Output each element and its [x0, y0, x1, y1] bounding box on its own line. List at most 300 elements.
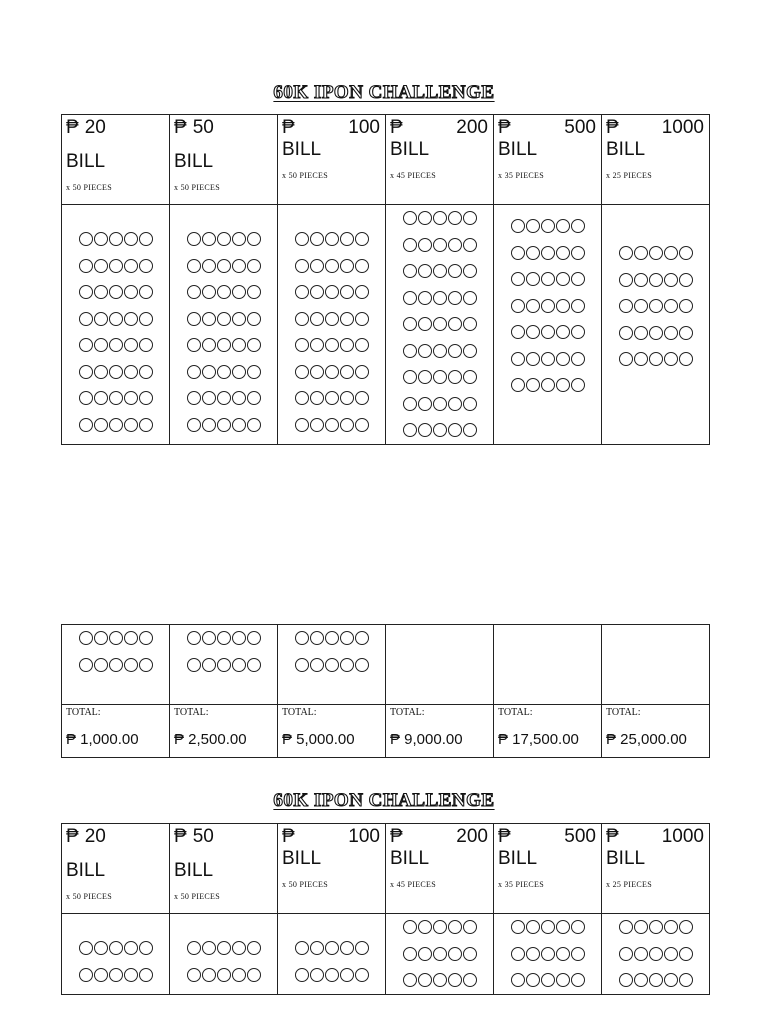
circle-row [403, 417, 477, 444]
tracker-circle [232, 232, 246, 246]
tracker-circle [355, 232, 369, 246]
circle-grid [278, 205, 385, 438]
tracker-circle [139, 418, 153, 432]
tracker-circle [202, 391, 216, 405]
tracker-circle [463, 317, 477, 331]
tracker-circle [418, 397, 432, 411]
tracker-circle [109, 312, 123, 326]
tracker-circle [463, 211, 477, 225]
circle-row [79, 385, 153, 412]
tracker-circle [619, 246, 633, 260]
tracker-circle [79, 391, 93, 405]
tracker-circle [247, 941, 261, 955]
tracker-circle [310, 631, 324, 645]
circle-row [295, 226, 369, 253]
tracker-circle [355, 391, 369, 405]
tracker-circle [310, 285, 324, 299]
tracker-circle [433, 344, 447, 358]
tracker-circle [463, 423, 477, 437]
tracker-circle [247, 631, 261, 645]
tracker-circle [355, 365, 369, 379]
tracker-circle [664, 326, 678, 340]
tracker-circle [340, 232, 354, 246]
tracker-circle [187, 338, 201, 352]
tracker-circle [403, 947, 417, 961]
tracker-circle [433, 238, 447, 252]
tracker-circle [679, 947, 693, 961]
tracker-circle [217, 631, 231, 645]
tracker-circle [541, 352, 555, 366]
tracker-circle [463, 920, 477, 934]
tracker-circle [556, 246, 570, 260]
tracker-circle [541, 219, 555, 233]
header-500: ₱ 500 BILL x 35 PIECES [498, 117, 596, 180]
tracker-circle [295, 968, 309, 982]
tracker-circle [79, 418, 93, 432]
circle-row [79, 226, 153, 253]
tracker-circle [109, 365, 123, 379]
tracker-circle [556, 299, 570, 313]
tracker-circle [109, 259, 123, 273]
tracker-circle [571, 219, 585, 233]
tracker-circle [217, 941, 231, 955]
tracker-circle [355, 631, 369, 645]
tracker-circle [649, 973, 663, 987]
tracker-circle [340, 259, 354, 273]
tracker-circle [124, 285, 138, 299]
circle-row [403, 967, 477, 994]
tracker-circle [217, 418, 231, 432]
circle-row [187, 935, 261, 962]
tracker-circle [79, 232, 93, 246]
tracker-circle [433, 397, 447, 411]
tracker-circle [526, 973, 540, 987]
tracker-circle [634, 273, 648, 287]
tracker-circle [325, 968, 339, 982]
circle-row [511, 319, 585, 346]
tracker-circle [295, 631, 309, 645]
tracker-circle [325, 285, 339, 299]
tracker-circle [418, 344, 432, 358]
tracker-circle [433, 317, 447, 331]
tracker-circle [94, 418, 108, 432]
circle-grid [602, 205, 709, 373]
tracker-circle [664, 246, 678, 260]
tracker-circle [556, 378, 570, 392]
tracker-circle [340, 285, 354, 299]
circle-grid [62, 205, 169, 438]
total-cell-50: TOTAL: ₱ 2,500.00 [170, 705, 278, 758]
tracker-circle [139, 285, 153, 299]
tracker-circle [526, 947, 540, 961]
tracker-circle [232, 631, 246, 645]
tracker-circle [325, 338, 339, 352]
tracker-circle [619, 299, 633, 313]
tracker-circle [124, 631, 138, 645]
tracker-circle [556, 272, 570, 286]
tracker-circle [511, 246, 525, 260]
tracker-circle [541, 246, 555, 260]
tracker-circle [418, 317, 432, 331]
tracker-circle [217, 285, 231, 299]
tracker-circle [634, 947, 648, 961]
tracker-circle [247, 338, 261, 352]
tracker-circle [433, 211, 447, 225]
tracker-circle [649, 352, 663, 366]
tracker-circle [526, 352, 540, 366]
tracker-circle [139, 338, 153, 352]
tracker-circle [619, 273, 633, 287]
tracker-circle [634, 920, 648, 934]
page-title-2: 60K IPON CHALLENGE [273, 790, 495, 811]
tracker-circle [187, 968, 201, 982]
tracker-circle [526, 246, 540, 260]
tracker-circle [541, 947, 555, 961]
circle-row [403, 941, 477, 968]
tracker-circle [187, 312, 201, 326]
circle-row [403, 914, 477, 941]
header-100: ₱ 100 BILL x 50 PIECES [282, 826, 380, 889]
tracker-circle [295, 338, 309, 352]
tracker-circle [355, 312, 369, 326]
circle-row [403, 391, 477, 418]
circle-row [79, 625, 153, 652]
tracker-circle [526, 920, 540, 934]
circle-row [403, 338, 477, 365]
tracker-circle [340, 968, 354, 982]
tracker-circle [619, 920, 633, 934]
total-cell-1000: TOTAL: ₱ 25,000.00 [602, 705, 710, 758]
tracker-circle [94, 658, 108, 672]
tracker-circle [217, 259, 231, 273]
tracker-circle [556, 947, 570, 961]
circle-row [79, 412, 153, 439]
tracker-circle [79, 285, 93, 299]
tracker-circle [418, 920, 432, 934]
tracker-circle [124, 232, 138, 246]
tracker-circle [310, 658, 324, 672]
circle-grid [170, 205, 277, 438]
tracker-circle [325, 365, 339, 379]
circle-row [295, 652, 369, 679]
tracker-circle [571, 325, 585, 339]
tracker-circle [94, 338, 108, 352]
tracker-circle [433, 423, 447, 437]
tracker-circle [310, 968, 324, 982]
tracker-circle [310, 232, 324, 246]
tracker-circle [139, 232, 153, 246]
tracker-circle [541, 973, 555, 987]
tracker-circle [295, 232, 309, 246]
tracker-circle [247, 418, 261, 432]
circle-row [511, 914, 585, 941]
tracker-circle [448, 920, 462, 934]
tracker-circle [79, 312, 93, 326]
tracker-circle [79, 338, 93, 352]
tracker-circle [463, 370, 477, 384]
tracker-circle [187, 232, 201, 246]
circle-row [295, 962, 369, 989]
tracker-circle [325, 232, 339, 246]
tracker-circle [187, 391, 201, 405]
tracker-circle [664, 299, 678, 313]
tracker-circle [94, 631, 108, 645]
tracker-circle [511, 299, 525, 313]
tracker-circle [247, 391, 261, 405]
tracker-circle [463, 397, 477, 411]
circle-grid [278, 625, 385, 678]
tracker-circle [232, 312, 246, 326]
tracker-circle [202, 312, 216, 326]
tracker-circle [649, 273, 663, 287]
tracker-circle [571, 973, 585, 987]
tracker-circle [463, 264, 477, 278]
tracker-circle [340, 338, 354, 352]
tracker-circle [355, 418, 369, 432]
tracker-circle [124, 259, 138, 273]
circle-row [619, 267, 693, 294]
tracker-circle [187, 941, 201, 955]
tracker-circle [664, 973, 678, 987]
tracker-circle [511, 219, 525, 233]
circle-row [295, 385, 369, 412]
tracker-circle [232, 941, 246, 955]
tracker-circle [247, 232, 261, 246]
tracker-circle [79, 259, 93, 273]
tracker-circle [526, 272, 540, 286]
tracker-circle [325, 631, 339, 645]
tracker-circle [463, 344, 477, 358]
tracker-circle [232, 365, 246, 379]
tracker-circle [139, 365, 153, 379]
tracker-circle [109, 631, 123, 645]
tracker-circle [526, 299, 540, 313]
circle-row [295, 359, 369, 386]
tracker-circle [433, 973, 447, 987]
circle-row [619, 967, 693, 994]
tracker-circle [433, 291, 447, 305]
tracker-circle [433, 264, 447, 278]
tracker-circle [94, 259, 108, 273]
tracker-circle [463, 973, 477, 987]
tracker-circle [526, 378, 540, 392]
circle-row [511, 967, 585, 994]
circle-row [295, 279, 369, 306]
tracker-circle [139, 631, 153, 645]
tracker-circle [109, 941, 123, 955]
tracker-circle [511, 325, 525, 339]
tracker-circle [139, 941, 153, 955]
tracker-circle [418, 211, 432, 225]
tracker-circle [448, 370, 462, 384]
tracker-circle [355, 968, 369, 982]
tracker-circle [217, 338, 231, 352]
circle-row [403, 285, 477, 312]
circle-row [619, 346, 693, 373]
tracker-circle [94, 312, 108, 326]
tracker-circle [109, 658, 123, 672]
tracker-circle [418, 264, 432, 278]
circle-row [187, 279, 261, 306]
tracker-circle [634, 326, 648, 340]
header-50: ₱ 50 BILL x 50 PIECES [174, 826, 220, 901]
tracker-circle [649, 299, 663, 313]
tracker-circle [79, 365, 93, 379]
tracker-circle [217, 312, 231, 326]
tracker-circle [541, 920, 555, 934]
tracker-circle [679, 973, 693, 987]
tracker-circle [310, 418, 324, 432]
tracker-circle [232, 391, 246, 405]
tracker-circle [571, 246, 585, 260]
tracker-circle [448, 238, 462, 252]
tracker-circle [94, 391, 108, 405]
tracker-circle [418, 423, 432, 437]
tracker-circle [109, 391, 123, 405]
tracker-circle [109, 232, 123, 246]
tracker-circle [448, 423, 462, 437]
tracker-circle [403, 344, 417, 358]
tracker-circle [649, 920, 663, 934]
circle-row [403, 258, 477, 285]
tracker-circle [124, 338, 138, 352]
challenge-table-3 [61, 823, 710, 995]
tracker-circle [355, 285, 369, 299]
tracker-circle [418, 947, 432, 961]
tracker-circle [202, 259, 216, 273]
tracker-circle [664, 920, 678, 934]
circle-row [187, 226, 261, 253]
tracker-circle [619, 947, 633, 961]
tracker-circle [448, 291, 462, 305]
circle-row [619, 293, 693, 320]
circle-row [619, 941, 693, 968]
tracker-circle [310, 259, 324, 273]
tracker-circle [448, 947, 462, 961]
tracker-circle [232, 418, 246, 432]
tracker-circle [649, 947, 663, 961]
circle-row [295, 253, 369, 280]
circle-row [295, 306, 369, 333]
tracker-circle [94, 941, 108, 955]
tracker-circle [202, 285, 216, 299]
tracker-circle [511, 272, 525, 286]
tracker-circle [355, 658, 369, 672]
tracker-circle [418, 370, 432, 384]
tracker-circle [94, 285, 108, 299]
header-1000: ₱ 1000 BILL x 25 PIECES [606, 826, 704, 889]
tracker-circle [202, 232, 216, 246]
tracker-circle [448, 264, 462, 278]
circle-row [403, 232, 477, 259]
tracker-circle [310, 391, 324, 405]
tracker-circle [217, 391, 231, 405]
tracker-circle [79, 658, 93, 672]
tracker-circle [325, 418, 339, 432]
circle-row [295, 412, 369, 439]
tracker-circle [247, 365, 261, 379]
tracker-circle [403, 370, 417, 384]
circle-row [511, 266, 585, 293]
circle-row [79, 253, 153, 280]
tracker-circle [295, 365, 309, 379]
tracker-circle [679, 299, 693, 313]
circle-row [619, 914, 693, 941]
circle-row [79, 359, 153, 386]
tracker-circle [571, 272, 585, 286]
tracker-circle [556, 219, 570, 233]
tracker-circle [79, 968, 93, 982]
header-20: ₱ 20 BILL x 50 PIECES [66, 826, 112, 901]
circle-row [187, 412, 261, 439]
total-cell-200: TOTAL: ₱ 9,000.00 [386, 705, 494, 758]
tracker-circle [124, 418, 138, 432]
tracker-circle [448, 397, 462, 411]
tracker-circle [448, 211, 462, 225]
circle-row [511, 213, 585, 240]
tracker-circle [310, 338, 324, 352]
tracker-circle [124, 658, 138, 672]
tracker-circle [556, 920, 570, 934]
tracker-circle [325, 312, 339, 326]
circle-grid [494, 914, 601, 994]
header-20: ₱ 20 BILL x 50 PIECES [66, 117, 112, 192]
tracker-circle [634, 352, 648, 366]
tracker-circle [679, 326, 693, 340]
circle-grid [494, 205, 601, 399]
tracker-circle [418, 238, 432, 252]
tracker-circle [139, 391, 153, 405]
circle-row [295, 935, 369, 962]
tracker-circle [295, 941, 309, 955]
tracker-circle [433, 920, 447, 934]
tracker-circle [340, 941, 354, 955]
tracker-circle [619, 352, 633, 366]
tracker-circle [232, 338, 246, 352]
total-cell-20: TOTAL: ₱ 1,000.00 [62, 705, 170, 758]
tracker-circle [232, 658, 246, 672]
tracker-circle [463, 238, 477, 252]
tracker-circle [511, 920, 525, 934]
tracker-circle [187, 285, 201, 299]
tracker-circle [295, 418, 309, 432]
tracker-circle [418, 291, 432, 305]
tracker-circle [463, 291, 477, 305]
tracker-circle [217, 658, 231, 672]
tracker-circle [541, 378, 555, 392]
circle-row [403, 205, 477, 232]
tracker-circle [679, 352, 693, 366]
tracker-circle [664, 947, 678, 961]
circle-grid [602, 914, 709, 994]
tracker-circle [556, 325, 570, 339]
challenge-table-1 [61, 114, 710, 445]
tracker-circle [571, 299, 585, 313]
header-1000: ₱ 1000 BILL x 25 PIECES [606, 117, 704, 180]
tracker-circle [247, 968, 261, 982]
tracker-circle [124, 391, 138, 405]
tracker-circle [541, 272, 555, 286]
tracker-circle [340, 391, 354, 405]
tracker-circle [649, 246, 663, 260]
tracker-circle [79, 941, 93, 955]
tracker-circle [355, 941, 369, 955]
tracker-circle [679, 273, 693, 287]
circle-row [79, 652, 153, 679]
tracker-circle [541, 325, 555, 339]
tracker-circle [571, 378, 585, 392]
circle-row [295, 625, 369, 652]
